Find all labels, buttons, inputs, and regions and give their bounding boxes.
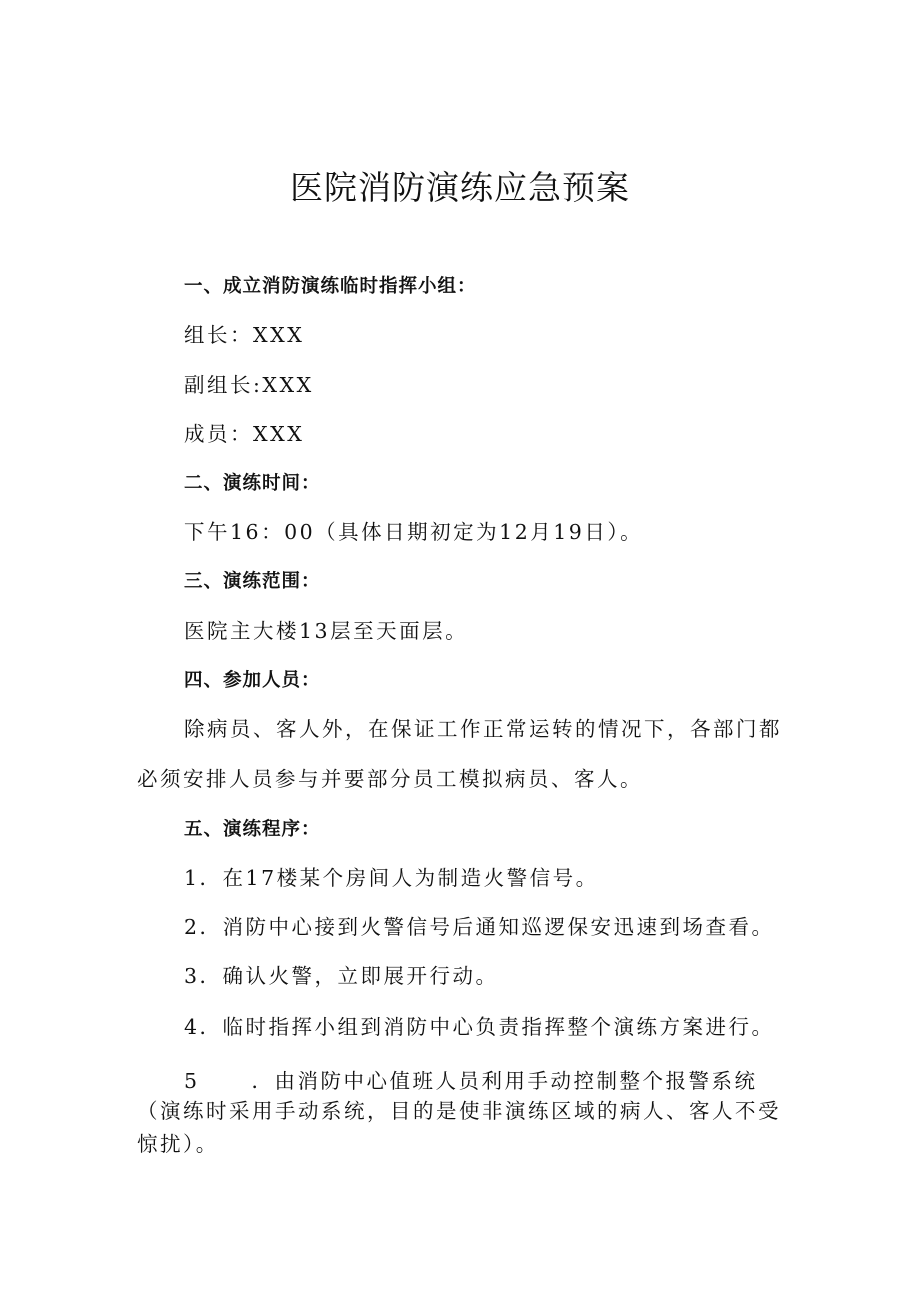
procedure-step-3: 3．确认火警，立即展开行动。 [184,964,499,988]
participants-text-line-1: 除病员、客人外，在保证工作正常运转的情况下，各部门都 [184,717,782,741]
procedure-step-5-line-2: （演练时采用手动系统，目的是使非演练区域的病人、客人不受 [137,1099,781,1123]
section-3-heading: 三、演练范围： [184,571,321,592]
drill-time-text: 下午16：00（具体日期初定为12月19日）。 [184,520,644,544]
procedure-step-5-line-3: 惊扰）。 [137,1132,219,1156]
members-line: 成员：XXX [184,422,305,446]
procedure-step-5-number: 5 [184,1069,200,1093]
section-2-heading: 二、演练时间： [184,473,321,494]
section-5-heading: 五、演练程序： [184,819,321,840]
section-1-heading: 一、成立消防演练临时指挥小组： [184,276,477,297]
participants-text-line-2: 必须安排人员参与并要部分员工模拟病员、客人。 [137,767,643,791]
procedure-step-1: 1．在17楼某个房间人为制造火警信号。 [184,866,599,890]
section-4-heading: 四、参加人员： [184,670,321,691]
deputy-leader-line: 副组长:XXX [184,373,314,397]
procedure-step-2: 2．消防中心接到火警信号后通知巡逻保安迅速到场查看。 [184,915,775,939]
procedure-step-4: 4．临时指挥小组到消防中心负责指挥整个演练方案进行。 [184,1015,775,1039]
drill-scope-text: 医院主大楼13层至天面层。 [184,619,469,643]
procedure-step-5-text: ．由消防中心值班人员利用手动控制整个报警系统 [251,1069,758,1093]
procedure-step-5-line-1 [184,1064,758,1094]
group-leader-line: 组长：XXX [184,323,305,347]
document-title: 医院消防演练应急预案 [290,168,630,207]
